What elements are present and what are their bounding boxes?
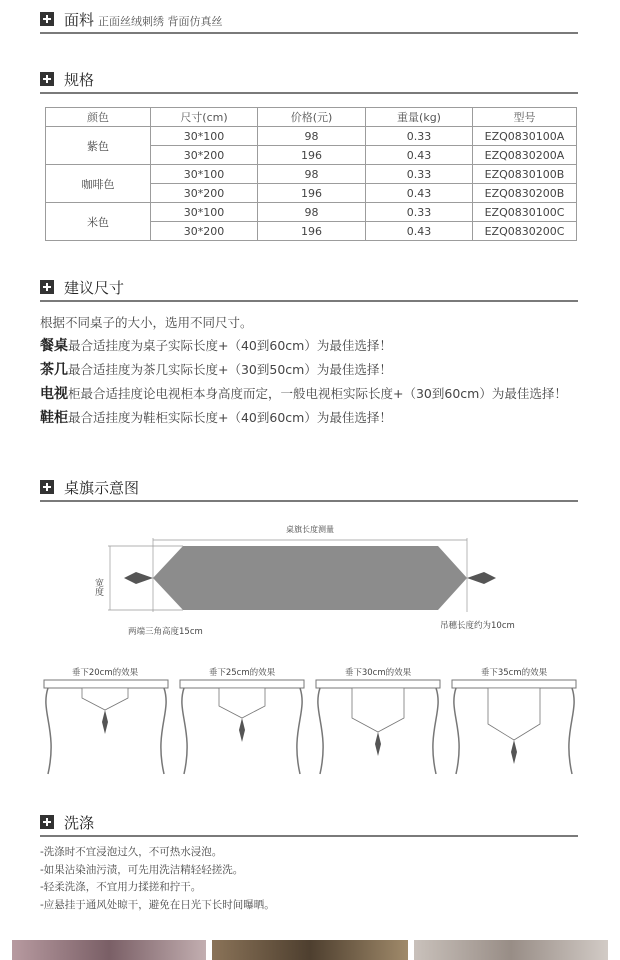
weight-cell: 0.43 [366, 222, 473, 241]
suggest-item [40, 406, 585, 430]
price-cell: 98 [258, 203, 366, 222]
plus-box-icon [40, 72, 54, 86]
header-model: 型号 [473, 108, 577, 127]
price-cell: 196 [258, 184, 366, 203]
spec-table [45, 107, 577, 241]
product-photo [12, 940, 206, 960]
photo-strip [0, 940, 620, 960]
color-cell: 紫色 [46, 127, 151, 165]
plus-box-icon [40, 280, 54, 294]
product-photo [414, 940, 608, 960]
price-cell: 196 [258, 146, 366, 165]
model-cell: EZQ0830200C [473, 222, 577, 241]
size-cell: 30*100 [151, 127, 258, 146]
color-cell: 米色 [46, 203, 151, 241]
suggest-item-text: 最合适挂度为鞋柜实际长度+（40到60cm）为最佳选择！ [68, 410, 392, 425]
runner-diagram [0, 512, 620, 782]
right-tassel [467, 572, 496, 584]
wash-line: -轻柔洗涤，不宜用力揉搓和拧干。 [40, 881, 202, 893]
color-cell: 咖啡色 [46, 165, 151, 203]
weight-cell: 0.33 [366, 127, 473, 146]
drop-example-30 [316, 667, 440, 774]
drop-tassel [511, 740, 517, 764]
drop-label: 垂下20cm的效果 [71, 668, 139, 678]
table-top [180, 680, 304, 688]
left-tassel [124, 572, 153, 584]
model-cell: EZQ0830100B [473, 165, 577, 184]
tassel-label: 吊穗长度约为10cm [440, 621, 515, 631]
drop-label: 垂下25cm的效果 [208, 668, 276, 678]
product-photo [212, 940, 408, 960]
specs-title: 规格 [64, 71, 95, 89]
suggest-item-text: 柜最合适挂度论电视柜本身高度而定，一般电视柜实际长度+（30到60cm）为最佳选择！ [68, 386, 567, 401]
model-cell: EZQ0830200B [473, 184, 577, 203]
size-cell: 30*200 [151, 146, 258, 165]
drop-tassel [102, 710, 108, 734]
suggest-item [40, 382, 585, 406]
spec-table-header-row [46, 108, 577, 127]
runner-drop [488, 688, 540, 740]
drop-example-35 [452, 667, 576, 774]
header-weight: 重量(kg) [366, 108, 473, 127]
suggest-item [40, 334, 585, 358]
suggest-intro: 根据不同桌子的大小，选用不同尺寸。 [40, 315, 253, 330]
wash-title: 洗涤 [64, 814, 95, 832]
wash-instructions [40, 844, 275, 914]
diagram-section-header [40, 478, 578, 502]
fabric-section-header [40, 10, 578, 34]
size-cell: 30*100 [151, 165, 258, 184]
weight-cell: 0.43 [366, 146, 473, 165]
wash-line: -如果沾染油污渍，可先用洗洁精轻轻搓洗。 [40, 863, 244, 876]
weight-cell: 0.43 [366, 184, 473, 203]
suggest-text [40, 311, 585, 430]
header-size: 尺寸(cm) [151, 108, 258, 127]
suggest-item-text: 最合适挂度为桌子实际长度+（40到60cm）为最佳选择！ [68, 338, 392, 353]
table-row [46, 165, 577, 184]
fabric-subtitle: 正面丝绒刺绣 背面仿真丝 [98, 15, 223, 28]
table-row [46, 127, 577, 146]
table-top [452, 680, 576, 688]
runner-drop [219, 688, 265, 718]
header-price: 价格(元) [258, 108, 366, 127]
wash-line: -洗涤时不宜浸泡过久，不可热水浸泡。 [40, 846, 223, 858]
fabric-title: 面料 正面丝绒刺绣 背面仿真丝 [64, 11, 223, 29]
suggest-item [40, 358, 585, 382]
table-row [46, 203, 577, 222]
drop-label: 垂下35cm的效果 [480, 668, 548, 678]
wash-section-header [40, 813, 578, 837]
table-top [44, 680, 168, 688]
suggest-section-header [40, 278, 578, 302]
header-color: 颜色 [46, 108, 151, 127]
plus-box-icon [40, 815, 54, 829]
size-cell: 30*200 [151, 184, 258, 203]
model-cell: EZQ0830100C [473, 203, 577, 222]
wash-line: -应悬挂于通风处晾干，避免在日光下长时间曝晒。 [40, 898, 275, 911]
price-cell: 98 [258, 127, 366, 146]
drop-tassel [375, 732, 381, 756]
weight-cell: 0.33 [366, 165, 473, 184]
length-label: 桌旗长度测量 [286, 525, 334, 534]
weight-cell: 0.33 [366, 203, 473, 222]
plus-box-icon [40, 12, 54, 26]
price-cell: 98 [258, 165, 366, 184]
runner-drop [82, 688, 128, 710]
suggest-title: 建议尺寸 [64, 279, 125, 297]
model-cell: EZQ0830200A [473, 146, 577, 165]
suggest-item-bold: 茶几 [40, 362, 68, 378]
specs-section-header [40, 70, 578, 94]
diagram-title: 桌旗示意图 [64, 479, 140, 497]
width-label: 宽度 [93, 578, 103, 596]
model-cell: EZQ0830100A [473, 127, 577, 146]
triangle-label: 两端三角高度15cm [128, 627, 203, 637]
suggest-item-bold: 餐桌 [40, 338, 68, 354]
suggest-item-text: 最合适挂度为茶几实际长度+（30到50cm）为最佳选择！ [68, 362, 392, 377]
drop-tassel [239, 718, 245, 742]
drop-label: 垂下30cm的效果 [344, 668, 412, 678]
runner-drop [352, 688, 404, 732]
size-cell: 30*100 [151, 203, 258, 222]
drop-example-20 [44, 667, 168, 774]
suggest-item-bold: 电视 [40, 386, 68, 402]
size-cell: 30*200 [151, 222, 258, 241]
price-cell: 196 [258, 222, 366, 241]
suggest-item-bold: 鞋柜 [40, 410, 68, 426]
runner-shape [153, 546, 467, 610]
drop-example-25 [180, 667, 304, 774]
table-top [316, 680, 440, 688]
plus-box-icon [40, 480, 54, 494]
